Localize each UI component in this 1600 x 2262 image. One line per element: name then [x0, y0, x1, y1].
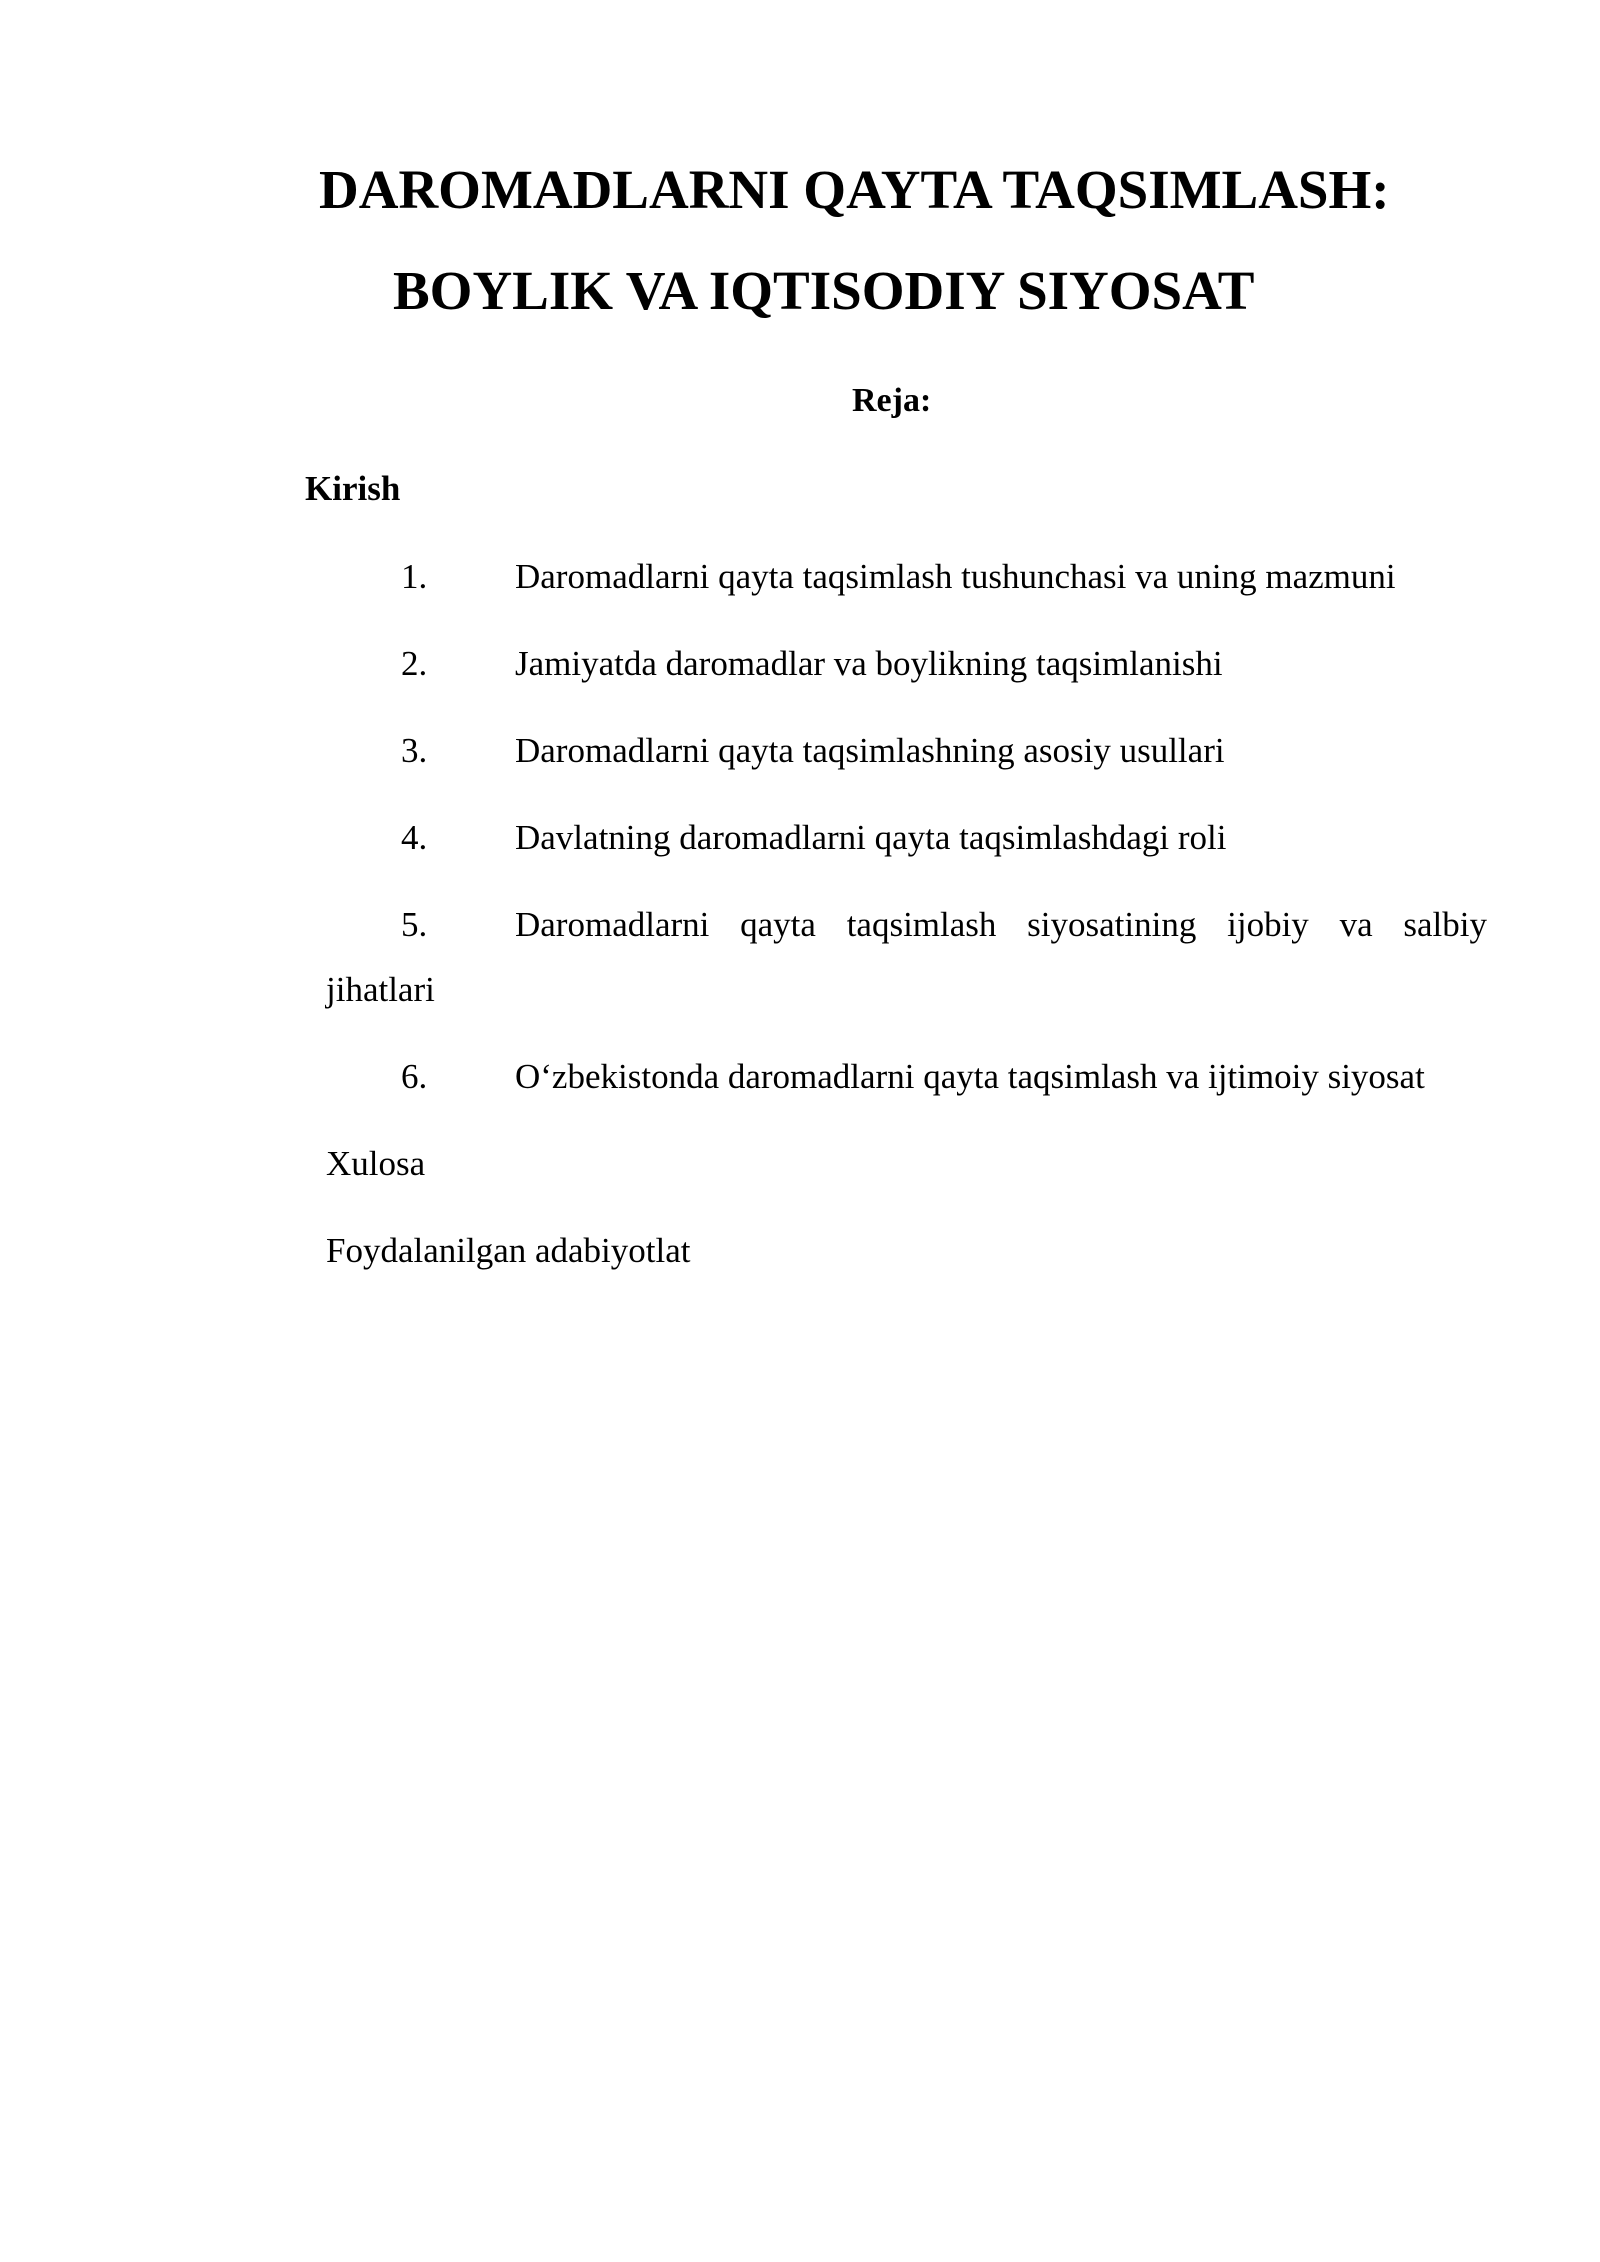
list-item-text: Daromadlarni qayta taqsimlash siyosatining ijobiy va salbiy — [515, 905, 1487, 944]
list-item-text: Daromadlarni qayta taqsimlash tushunchasi va uning mazmuni — [515, 557, 1396, 596]
plan-heading: Reja: — [852, 382, 932, 419]
intro-heading: Kirish — [305, 469, 401, 508]
list-item-text: O‘zbekistonda daromadlarni qayta taqsimlash va ijtimoiy siyosat — [515, 1057, 1425, 1096]
conclusion-heading: Xulosa — [326, 1144, 426, 1183]
document-title-line-2: BOYLIK VA IQTISODIY SIYOSAT — [393, 260, 1255, 321]
list-item-text-continuation: jihatlari — [326, 970, 435, 1009]
list-item-number: 3. — [401, 731, 428, 770]
references-heading: Foydalanilgan adabiyotlat — [326, 1231, 691, 1270]
document-title-line-1: DAROMADLARNI QAYTA TAQSIMLASH: — [319, 159, 1390, 220]
list-item-number: 5. — [401, 905, 428, 944]
list-item-number: 6. — [401, 1057, 428, 1096]
list-item-number: 4. — [401, 818, 428, 857]
list-item-text: Davlatning daromadlarni qayta taqsimlashdagi roli — [515, 818, 1227, 857]
list-item-number: 1. — [401, 557, 428, 596]
list-item-number: 2. — [401, 644, 428, 683]
list-item-text: Jamiyatda daromadlar va boylikning taqsimlanishi — [515, 644, 1223, 683]
list-item-text: Daromadlarni qayta taqsimlashning asosiy usullari — [515, 731, 1225, 770]
